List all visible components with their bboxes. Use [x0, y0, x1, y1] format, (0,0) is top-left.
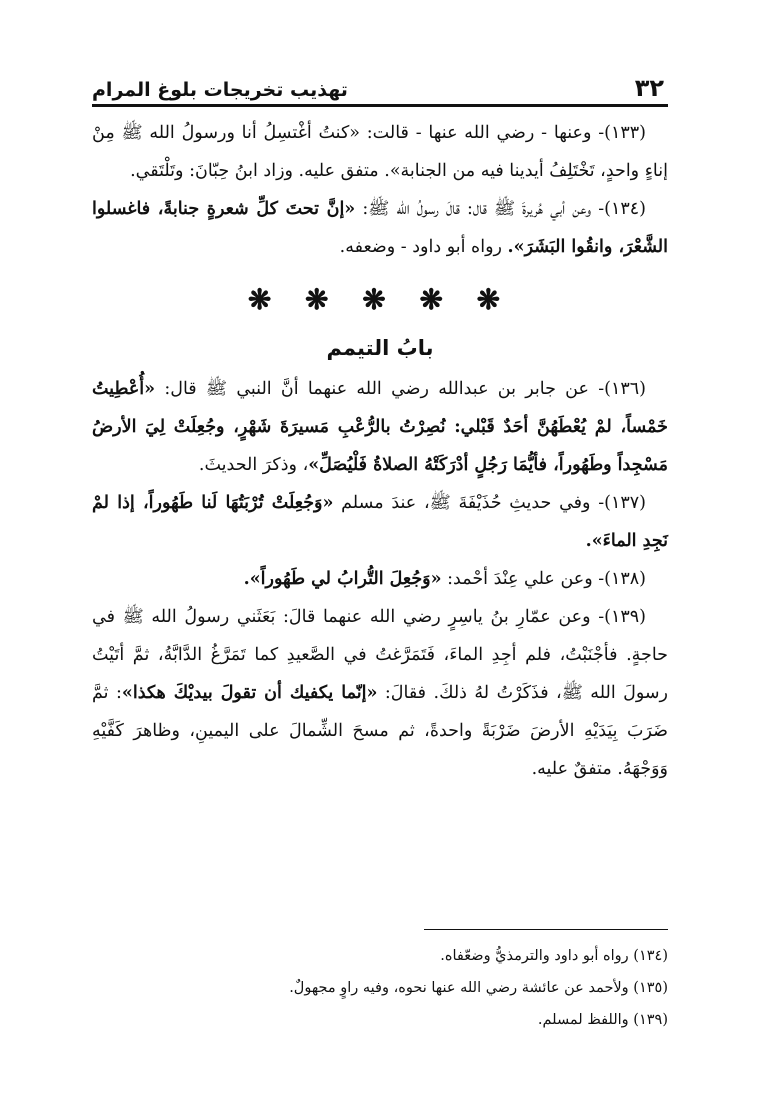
footnote-135: (١٣٥) ولأحمد عن عائشة رضي الله عنها نحوه، وفيه راوٍ مجهولٌ. — [289, 980, 668, 996]
footnote-divider — [424, 929, 668, 930]
running-title: تهذيب تخريجات بلوغ المرام — [92, 79, 348, 101]
hadith-139-source: : ثمَّ ضَرَبَ بِيَدَيْهِ الأرضَ ضَرْبَةً واحدةً، ثم مسحَ الشِّمالَ على اليمينِ، وظاهرَ كَفَّيْهِ وَوَجْهَهُ. متفقٌ عليه. — [92, 683, 668, 779]
section-separator-stars: ❋ ❋ ❋ ❋ ❋ — [247, 283, 513, 316]
footnote-134: (١٣٤) رواه أبو داود والترمذيُّ وضعّفاه. — [440, 948, 668, 964]
hadith-138 — [92, 560, 668, 598]
hadith-134-quote: «إنَّ تحتَ كلِّ شعرةٍ جنابةً، فاغسلوا الشَّعْرَ، وانقُوا البَشَرَ». — [92, 199, 668, 257]
hadith-133-quote: «كنتُ أغْتسِلُ أنا ورسولُ الله ﷺ مِنْ إناءٍ واحدٍ، تَخْتَلِفُ أيدينا فيه من الجنابة». — [92, 123, 668, 181]
hadith-138-quote: «وَجُعِلَ التُّرابُ لي طَهُوراً». — [243, 569, 442, 589]
hadith-137-intro: (١٣٧)- وفي حديثِ حُذَيْفَةَ ﷺ، عندَ مسلم — [333, 493, 646, 513]
hadith-139-quote: «إنّما يكفيك أن تقولَ بيديْكَ هكذا» — [121, 683, 378, 703]
footnotes — [92, 940, 668, 1036]
page-header — [92, 66, 664, 100]
footnote-139: (١٣٩) واللفظ لمسلم. — [537, 1012, 668, 1028]
hadith-139-intro: (١٣٩)- وعن عمّارِ بنُ ياسِرٍ رضي الله عنهما قالَ: بَعَثَني رسولُ الله ﷺ في حاجةٍ. فأجْنَبْتُ، فلم أجِدِ الماءَ، فَتَمَرَّغتُ في الصَّعيدِ كما تَمَرَّغُ الدَّابَّةُ، ثمَّ أتَيْتُ رسولَ الله ﷺ، فذَكَرْتُ لهُ ذلكَ. فقالَ: — [92, 607, 669, 703]
hadith-137-quote: «وَجُعِلَتْ تُرْبَتُهَا لَنا طَهُوراً، إذا لمْ نَجِدِ الماءَ». — [92, 493, 668, 551]
hadith-139 — [92, 598, 668, 788]
hadith-134-intro: (١٣٤)- وعن أبي هُريرةَ ﷺ قال: قالَ رسولُ الله ﷺ: — [355, 199, 646, 219]
hadith-134 — [92, 190, 668, 266]
section-title: بابُ التيمم — [326, 336, 434, 360]
hadith-136-quote: «أُعْطِيتُ خَمْساً، لمْ يُعْطَهُنَّ أحَدٌ قَبْلي: نُصِرْتُ بالرُّعْبِ مَسيرَةَ شَهْرٍ، وجُعِلَتْ لِيَ الأرضُ مَسْجِداً وطَهُوراً، فأيُّمَا رَجُلٍ أدْرَكَتْهُ الصلاةُ فَلْيُصَلِّ» — [92, 379, 668, 475]
hadith-136 — [92, 370, 668, 484]
hadith-137 — [92, 484, 668, 560]
main-text — [92, 114, 668, 788]
hadith-133-intro: (١٣٣)- وعنها - رضي الله عنها - قالت: — [360, 123, 646, 143]
hadith-133-source: متفق عليه. وزاد ابنُ حِبّانَ: وتَلْتَقي. — [130, 161, 385, 181]
hadith-136-intro: (١٣٦)- عن جابر بن عبدالله رضي الله عنهما أنَّ النبي ﷺ قال: — [155, 379, 646, 399]
hadith-136-source: ، وذكرَ الحديثَ. — [198, 455, 309, 475]
hadith-134-source: رواه أبو داود - وضعفه. — [339, 237, 508, 257]
page-number: ٣٢ — [634, 74, 664, 102]
hadith-138-intro: (١٣٨)- وعن علي عِنْدَ أحْمد: — [441, 569, 646, 589]
hadith-133 — [92, 114, 668, 190]
header-divider — [92, 104, 668, 107]
